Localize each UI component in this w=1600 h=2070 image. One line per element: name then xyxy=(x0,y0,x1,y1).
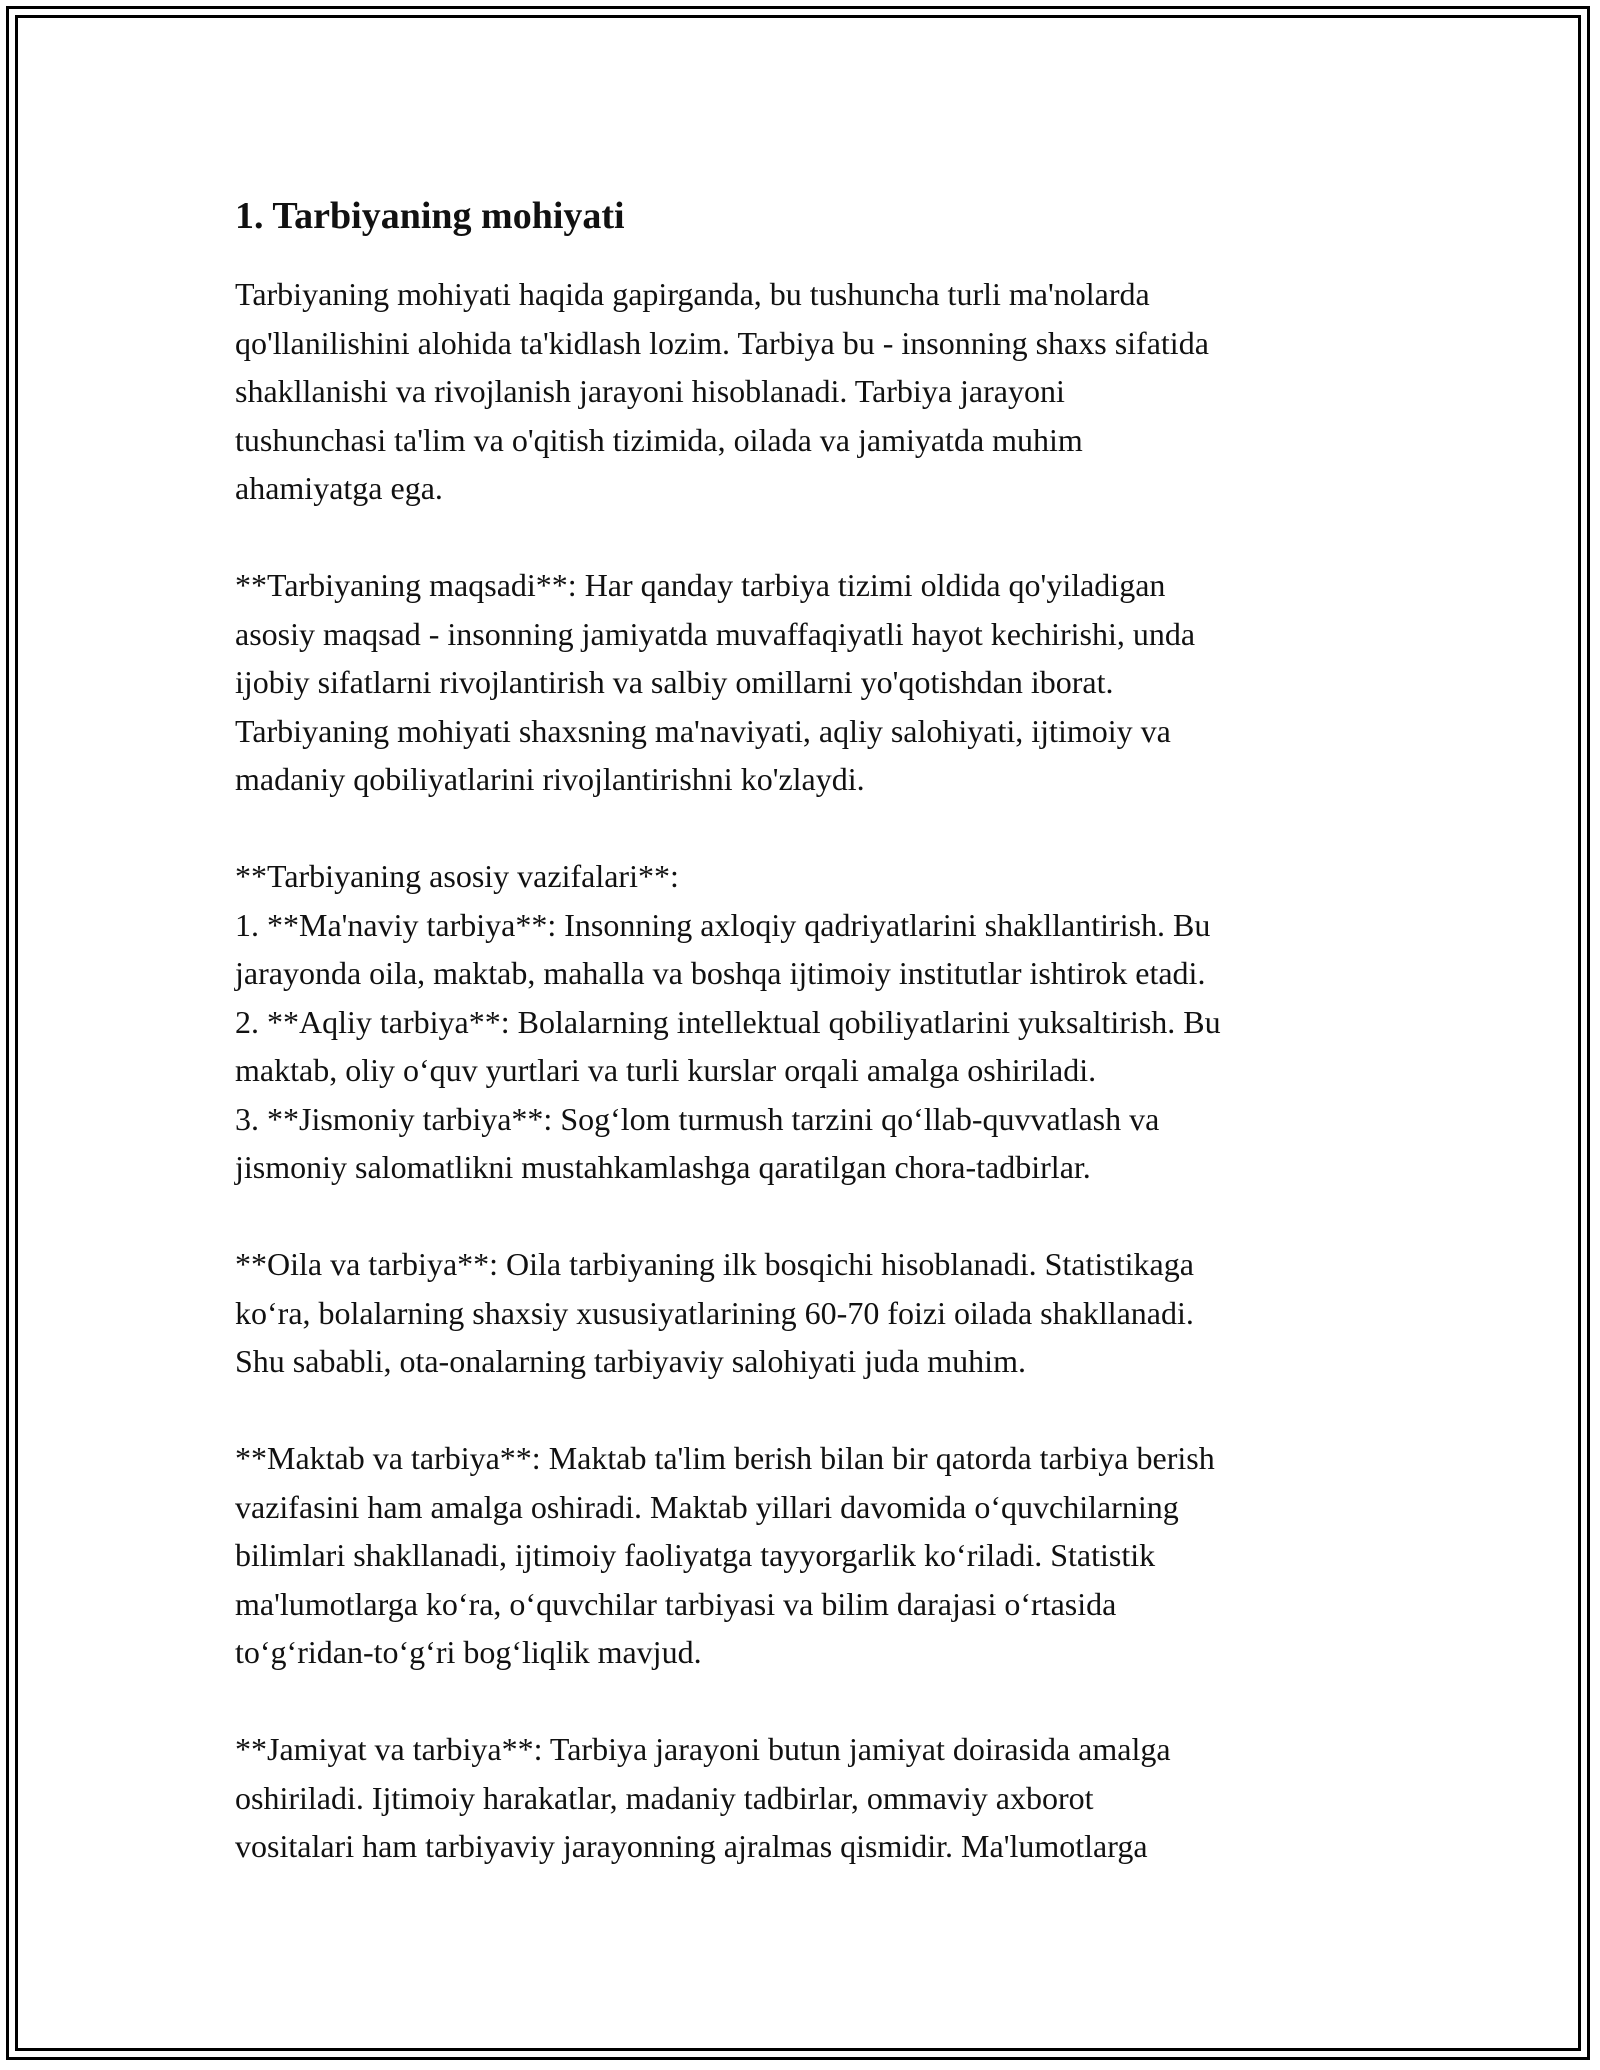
text-line: **Tarbiyaning asosiy vazifalari**: xyxy=(235,858,679,894)
paragraph xyxy=(235,1434,1375,1677)
text-line: ma'lumotlarga ko‘ra, o‘quvchilar tarbiyasi va bilim darajasi o‘rtasida xyxy=(235,1585,1117,1622)
text-line: madaniy qobiliyatlarini rivojlantirishni ko'zlaydi. xyxy=(235,761,865,797)
text-line: ko‘ra, bolalarning shaxsiy xususiyatlarining 60-70 foizi oilada shakllanadi. xyxy=(235,1294,1194,1331)
text-line: oshiriladi. Ijtimoiy harakatlar, madaniy tadbirlar, ommaviy axborot xyxy=(235,1779,1094,1816)
text-line: Shu sababli, ota-onalarning tarbiyaviy salohiyati juda muhim. xyxy=(235,1343,1026,1379)
text-line: Tarbiyaning mohiyati haqida gapirganda, bu tushuncha turli ma'nolarda xyxy=(235,276,1150,312)
text-line: maktab, oliy o‘quv yurtlari va turli kurslar orqali amalga oshiriladi. xyxy=(235,1052,1097,1088)
paragraph xyxy=(235,1725,1375,1871)
section-heading: 1. Tarbiyaning mohiyati xyxy=(235,195,625,237)
text-line: jarayonda oila, maktab, mahalla va boshqa ijtimoiy institutlar ishtirok etadi. xyxy=(235,955,1206,991)
text-line: ijobiy sifatlarni rivojlantirish va salbiy omillarni yo'qotishdan iborat. xyxy=(235,664,1114,700)
text-line: to‘g‘ridan-to‘g‘ri bog‘liqlik mavjud. xyxy=(235,1634,702,1670)
text-line: bilimlari shakllanadi, ijtimoiy faoliyatga tayyorgarlik ko‘riladi. Statistik xyxy=(235,1537,1156,1573)
text-line: 1. **Ma'naviy tarbiya**: Insonning axloqiy qadriyatlarini shakllantirish. Bu xyxy=(235,906,1211,943)
text-line: shakllanishi va rivojlanish jarayoni hisoblanadi. Tarbiya jarayoni xyxy=(235,373,1065,409)
text-line: **Maktab va tarbiya**: Maktab ta'lim berish bilan bir qatorda tarbiya berish xyxy=(235,1440,1215,1476)
paragraph xyxy=(235,561,1375,804)
text-line: vazifasini ham amalga oshiradi. Maktab yillari davomida o‘quvchilarning xyxy=(235,1488,1179,1525)
text-line: qo'llanilishini alohida ta'kidlash lozim. Tarbiya bu - insonning shaxs sifatida xyxy=(235,324,1209,361)
text-line: ahamiyatga ega. xyxy=(235,470,443,506)
text-line: vositalari ham tarbiyaviy jarayonning ajralmas qismidir. Ma'lumotlarga xyxy=(235,1828,1148,1864)
text-line: tushunchasi ta'lim va o'qitish tizimida, oilada va jamiyatda muhim xyxy=(235,421,1083,458)
text-line: **Jamiyat va tarbiya**: Tarbiya jarayoni butun jamiyat doirasida amalga xyxy=(235,1731,1171,1767)
text-line: asosiy maqsad - insonning jamiyatda muvaffaqiyatli hayot kechirishi, unda xyxy=(235,615,1196,652)
text-line: **Oila va tarbiya**: Oila tarbiyaning ilk bosqichi hisoblanadi. Statistikaga xyxy=(235,1246,1194,1282)
text-line: jismoniy salomatlikni mustahkamlashga qaratilgan chora-tadbirlar. xyxy=(235,1149,1091,1185)
text-line: **Tarbiyaning maqsadi**: Har qanday tarbiya tizimi oldida qo'yiladigan xyxy=(235,567,1166,603)
paragraph xyxy=(235,1240,1375,1386)
paragraph xyxy=(235,852,1375,1192)
paragraph xyxy=(235,270,1375,513)
document-body xyxy=(235,270,1375,1871)
text-line: Tarbiyaning mohiyati shaxsning ma'naviyati, aqliy salohiyati, ijtimoiy va xyxy=(235,712,1171,749)
text-line: 3. **Jismoniy tarbiya**: Sog‘lom turmush tarzini qo‘llab-quvvatlash va xyxy=(235,1100,1160,1137)
text-line: 2. **Aqliy tarbiya**: Bolalarning intellektual qobiliyatlarini yuksaltirish. Bu xyxy=(235,1003,1221,1040)
document-page xyxy=(235,188,1375,1919)
